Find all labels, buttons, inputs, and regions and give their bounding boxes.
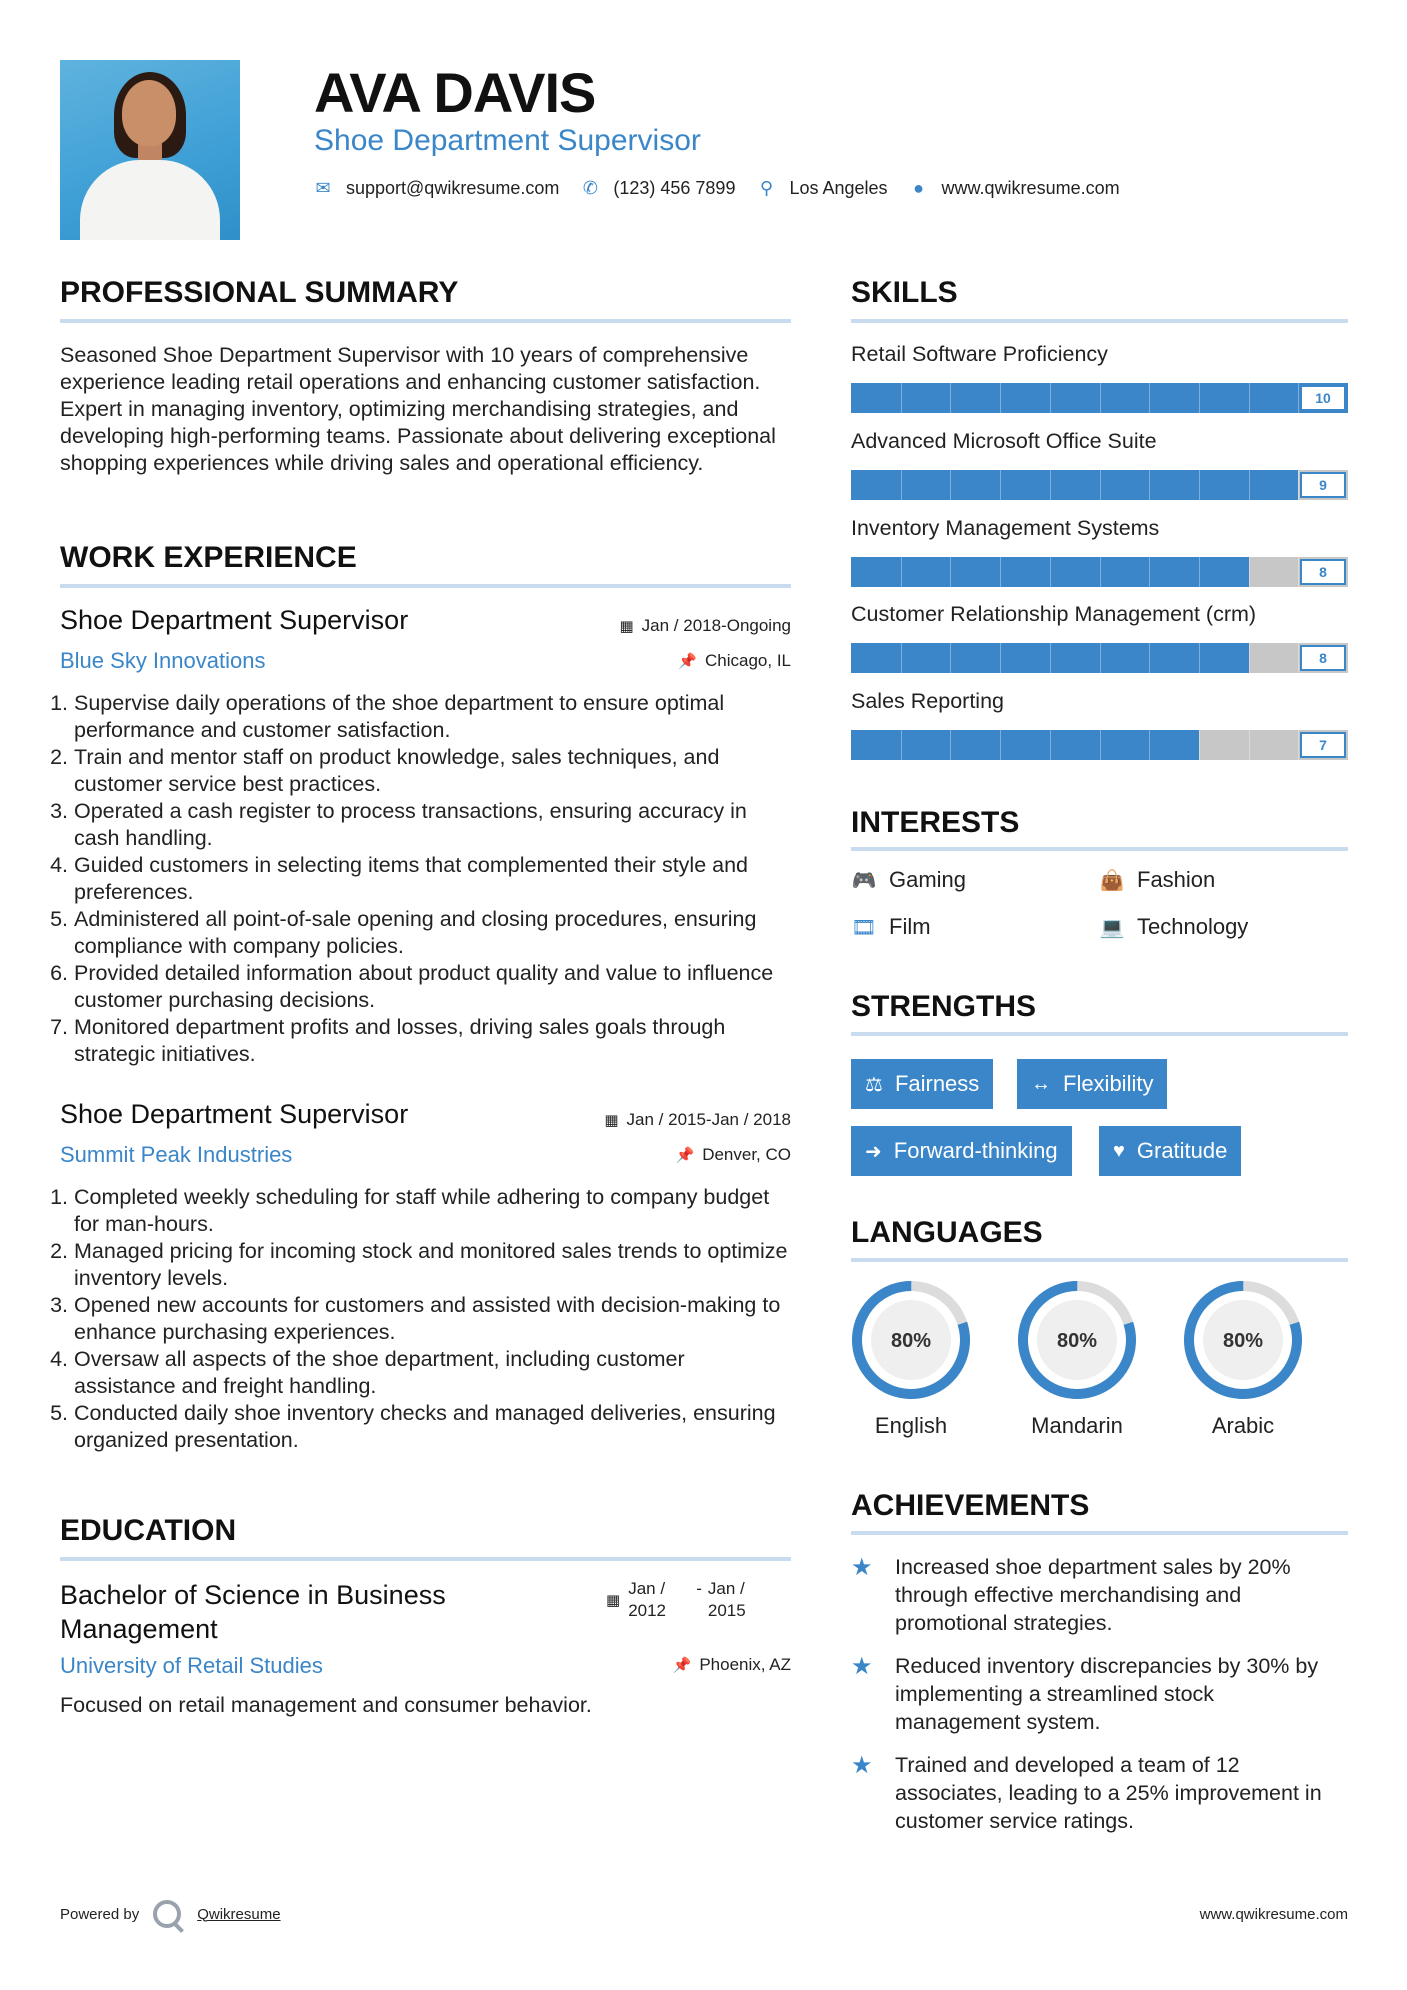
section-divider (851, 1258, 1348, 1262)
skill-level-badge: 8 (1300, 645, 1346, 671)
list-item: 3. Opened new accounts for customers and assisted with decision-making to enhance purchasing experiences. (74, 1292, 792, 1346)
interest-item: 💻 Technology (1099, 914, 1249, 939)
job-bullets (56, 690, 792, 1068)
education-start: Jan / 2012 (628, 1579, 667, 1620)
footer-brand-link[interactable]: Qwikresume (197, 1905, 281, 1923)
pin-icon: 📌 (678, 653, 697, 670)
section-divider (851, 319, 1348, 323)
skill-bar (851, 643, 1348, 673)
profile-photo (60, 60, 240, 240)
skill-bar (851, 383, 1348, 413)
skill-label: Inventory Management Systems (851, 516, 1160, 540)
list-item: 2. Managed pricing for incoming stock and monitored sales trends to optimize inventory levels. (74, 1238, 792, 1292)
achievement-item: ★ Reduced inventory discrepancies by 30% by implementing a streamlined stock management system. (851, 1653, 1319, 1734)
strength-chip: ➜ Forward-thinking (851, 1126, 1072, 1176)
education-description: Focused on retail management and consumer behavior. (60, 1693, 592, 1717)
job-title: Shoe Department Supervisor (60, 1099, 409, 1129)
section-divider (60, 319, 791, 323)
strength-chip: ⚖ Fairness (851, 1059, 993, 1109)
achievement-item: ★ Increased shoe department sales by 20% through effective merchandising and promotional strategies. (851, 1554, 1291, 1635)
strengths-heading: STRENGTHS (851, 990, 1037, 1023)
job-location: 📌 Chicago, IL (678, 651, 791, 670)
calendar-icon: ▦ (619, 618, 634, 635)
interest-item: 👜 Fashion (1099, 867, 1216, 892)
film-icon: 🎞 (851, 916, 877, 939)
language-name: English (874, 1413, 948, 1438)
gamepad-icon: 🎮 (851, 869, 877, 892)
job-location: 📌 Denver, CO (675, 1145, 791, 1164)
job-dates: ▦ Jan / 2018-Ongoing (619, 616, 791, 635)
contact-website[interactable]: www.qwikresume.com (941, 178, 1120, 198)
arrow-right-icon: ➜ (865, 1140, 882, 1163)
list-item: 5. Administered all point-of-sale opening and closing procedures, ensuring compliance with company policies. (74, 906, 792, 960)
skill-label: Retail Software Proficiency (851, 342, 1108, 366)
summary-text: Seasoned Shoe Department Supervisor with 10 years of comprehensive experience leading retail operations and enhancing customer satisfaction. Expert in managing inventory, optimizing merchandising strategies, and developing high-performing teams. Passionate about delivering exceptional shopping experiences while driving sales and operational efficiency. (60, 343, 776, 475)
section-divider (851, 1531, 1348, 1535)
strength-chip: ↔ Flexibility (1017, 1059, 1167, 1109)
list-item: 5. Conducted daily shoe inventory checks and managed deliveries, ensuring organized presentation. (74, 1400, 792, 1454)
qwikresume-logo-icon (153, 1900, 181, 1928)
star-icon: ★ (851, 1653, 873, 1680)
shopping-bag-icon: 👜 (1099, 869, 1125, 892)
envelope-icon: ✉ (315, 178, 331, 198)
skill-label: Advanced Microsoft Office Suite (851, 429, 1157, 453)
language-percent: 80% (890, 1330, 932, 1352)
language-name: Mandarin (1031, 1413, 1123, 1438)
skill-label: Sales Reporting (851, 689, 1004, 713)
contact-email[interactable]: support@qwikresume.com (346, 178, 560, 198)
achievement-item: ★ Trained and developed a team of 12 associates, leading to a 25% improvement in customer service ratings. (851, 1752, 1322, 1833)
calendar-icon: ▦ (604, 1112, 619, 1129)
interest-item: 🎮 Gaming (851, 867, 967, 892)
list-item: 4. Guided customers in selecting items that complemented their style and preferences. (74, 852, 792, 906)
phone-icon: ✆ (582, 178, 598, 198)
skill-level-badge: 7 (1300, 732, 1346, 758)
achievements-heading: ACHIEVEMENTS (851, 1489, 1090, 1522)
candidate-name: AVA DAVIS (314, 61, 596, 124)
skill-level-badge: 9 (1300, 472, 1346, 498)
list-item: 2. Train and mentor staff on product knowledge, sales techniques, and customer service best practices. (74, 744, 792, 798)
section-divider (60, 584, 791, 588)
star-icon: ★ (851, 1554, 873, 1581)
skill-bar-fill (851, 470, 1298, 500)
globe-icon: ● (913, 178, 924, 198)
skill-bar (851, 730, 1348, 760)
language-ring (1017, 1280, 1137, 1400)
laptop-icon: 💻 (1099, 916, 1125, 939)
pin-icon: 📌 (672, 1657, 692, 1674)
strength-chip: ♥ Gratitude (1099, 1126, 1241, 1176)
job-company: Summit Peak Industries (60, 1142, 293, 1167)
star-icon: ★ (851, 1752, 873, 1779)
education-school: University of Retail Studies (60, 1653, 323, 1678)
interest-item: 🎞 Film (851, 914, 931, 939)
education-end: Jan / 2015 (707, 1579, 746, 1620)
skill-label: Customer Relationship Management (crm) (851, 602, 1257, 626)
list-item: 4. Oversaw all aspects of the shoe department, including customer assistance and freight handling. (74, 1346, 792, 1400)
education-location: 📌 Phoenix, AZ (672, 1655, 791, 1674)
job-dates: ▦ Jan / 2015-Jan / 2018 (604, 1110, 791, 1129)
job-bullets (56, 1184, 792, 1454)
arrows-horizontal-icon: ↔ (1031, 1072, 1051, 1095)
list-item: 1. Completed weekly scheduling for staff while adhering to company budget for man-hours. (74, 1184, 792, 1238)
languages-heading: LANGUAGES (851, 1216, 1043, 1249)
list-item: 7. Monitored department profits and losses, driving sales goals through strategic initiatives. (74, 1014, 792, 1068)
skill-bar (851, 557, 1348, 587)
section-divider (60, 1557, 791, 1561)
language-percent: 80% (1222, 1330, 1264, 1352)
job-company: Blue Sky Innovations (60, 648, 266, 673)
contact-location: Los Angeles (789, 178, 888, 198)
language-percent: 80% (1056, 1330, 1098, 1352)
pin-icon: 📌 (675, 1147, 695, 1164)
education-degree: Bachelor of Science in Business Management (60, 1580, 446, 1644)
education-heading: EDUCATION (60, 1514, 237, 1547)
skill-level-badge: 10 (1300, 385, 1346, 411)
job-title: Shoe Department Supervisor (60, 605, 409, 635)
language-name: Arabic (1211, 1413, 1275, 1438)
contact-bar (314, 178, 1142, 199)
list-item: 6. Provided detailed information about product quality and value to influence customer purchasing decisions. (74, 960, 792, 1014)
list-item: 1. Supervise daily operations of the shoe department to ensure optimal performance and customer satisfaction. (74, 690, 792, 744)
candidate-title: Shoe Department Supervisor (314, 124, 701, 157)
footer-website[interactable]: www.qwikresume.com (1199, 1906, 1348, 1923)
section-divider (851, 847, 1348, 851)
skill-bar-fill (851, 730, 1199, 760)
section-divider (851, 1032, 1348, 1036)
interests-heading: INTERESTS (851, 806, 1020, 839)
skills-heading: SKILLS (851, 276, 958, 309)
heart-icon: ♥ (1113, 1139, 1125, 1162)
footer-powered-by: Powered by Qwikresume (60, 1900, 281, 1928)
map-pin-icon: ⚲ (759, 178, 774, 198)
calendar-icon: ▦ (606, 1592, 621, 1609)
language-ring (851, 1280, 971, 1400)
summary-heading: PROFESSIONAL SUMMARY (60, 276, 459, 309)
list-item: 3. Operated a cash register to process transactions, ensuring accuracy in cash handling. (74, 798, 792, 852)
balance-scale-icon: ⚖ (865, 1073, 883, 1096)
experience-heading: WORK EXPERIENCE (60, 541, 357, 574)
skill-level-badge: 8 (1300, 559, 1346, 585)
contact-phone[interactable]: (123) 456 7899 (613, 178, 736, 198)
skill-bar (851, 470, 1348, 500)
language-ring (1183, 1280, 1303, 1400)
education-dates: ▦ Jan / 2012 - Jan / 2015 (606, 1578, 768, 1622)
